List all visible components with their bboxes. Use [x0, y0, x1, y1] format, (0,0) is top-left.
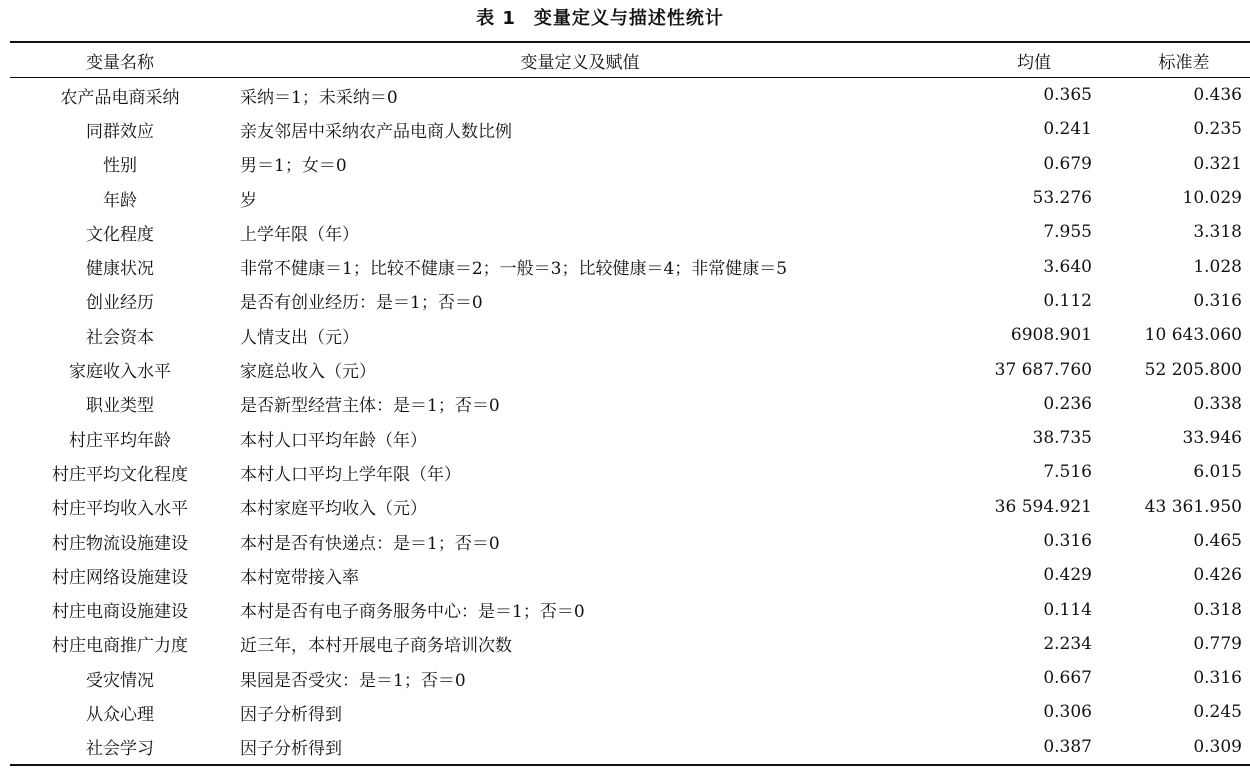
mean-cell: 0.429: [1043, 565, 1092, 586]
variable-name-cell: 同群效应: [86, 121, 154, 142]
table-row: [10, 215, 1250, 249]
table-row: [10, 524, 1250, 558]
variable-name-cell: 村庄电商设施建设: [52, 602, 188, 623]
header-mean: 均值: [1017, 52, 1051, 73]
mean-cell: 0.114: [1043, 599, 1092, 620]
variable-definition-cell: 近三年，本村开展电子商务培训次数: [240, 636, 512, 657]
standard-deviation-cell: 33.946: [1182, 428, 1242, 449]
mean-cell: 37 687.760: [994, 359, 1092, 380]
standard-deviation-cell: 0.245: [1193, 702, 1242, 723]
table-row: [10, 147, 1250, 181]
mean-cell: 0.387: [1043, 736, 1092, 757]
table-row: [10, 592, 1250, 626]
standard-deviation-cell: 10 643.060: [1144, 325, 1242, 346]
variable-name-cell: 创业经历: [86, 293, 154, 314]
variable-definition-cell: 上学年限（年）: [240, 224, 359, 245]
header-variable-definition: 变量定义及赋值: [520, 52, 640, 73]
standard-deviation-cell: 0.436: [1193, 85, 1242, 106]
variable-definition-cell: 是否有创业经历：是＝1；否＝0: [240, 293, 483, 314]
header-variable-name: 变量名称: [86, 52, 154, 73]
variable-name-cell: 文化程度: [86, 224, 154, 245]
table-row: [10, 284, 1250, 318]
mean-cell: 2.234: [1043, 633, 1092, 654]
variable-definition-cell: 本村家庭平均收入（元）: [240, 499, 427, 520]
variable-name-cell: 职业类型: [86, 396, 154, 417]
mean-cell: 6908.901: [1010, 325, 1092, 346]
variable-name-cell: 村庄平均文化程度: [52, 464, 188, 485]
standard-deviation-cell: 1.028: [1193, 256, 1242, 277]
mean-cell: 7.516: [1043, 462, 1092, 483]
variable-definition-cell: 亲友邻居中采纳农产品电商人数比例: [240, 121, 512, 142]
mean-cell: 3.640: [1043, 256, 1092, 277]
table-row: [10, 490, 1250, 524]
standard-deviation-cell: 6.015: [1193, 462, 1242, 483]
table-row: [10, 455, 1250, 489]
variable-name-cell: 受灾情况: [86, 670, 154, 691]
variable-definition-cell: 本村宽带接入率: [240, 567, 359, 588]
standard-deviation-cell: 10.029: [1182, 188, 1242, 209]
table-row: [10, 661, 1250, 695]
table-caption: [0, 6, 1200, 32]
mean-cell: 36 594.921: [994, 496, 1092, 517]
variable-definition-cell: 果园是否受灾：是＝1；否＝0: [240, 670, 466, 691]
table-row: [10, 387, 1250, 421]
mean-cell: 0.241: [1043, 119, 1092, 140]
mean-cell: 38.735: [1032, 428, 1092, 449]
variable-definition-cell: 岁: [240, 190, 257, 211]
variable-definition-cell: 因子分析得到: [240, 704, 342, 725]
standard-deviation-cell: 0.316: [1193, 668, 1242, 689]
standard-deviation-cell: 0.235: [1193, 119, 1242, 140]
table-header-row: [10, 42, 1250, 78]
mean-cell: 0.316: [1043, 531, 1092, 551]
table-row: [10, 78, 1250, 113]
table-title: 变量定义与描述性统计: [533, 8, 724, 29]
table-row: [10, 352, 1250, 386]
mean-cell: 53.276: [1032, 188, 1092, 209]
descriptive-statistics-table: [10, 41, 1250, 766]
variable-name-cell: 村庄电商推广力度: [52, 636, 188, 657]
standard-deviation-cell: 0.779: [1193, 633, 1242, 654]
variable-name-cell: 村庄网络设施建设: [52, 567, 188, 588]
variable-definition-cell: 是否新型经营主体：是＝1；否＝0: [240, 396, 500, 417]
variable-name-cell: 性别: [103, 156, 137, 177]
table-row: [10, 318, 1250, 352]
variable-definition-cell: 人情支出（元）: [240, 327, 359, 348]
standard-deviation-cell: 52 205.800: [1144, 359, 1242, 380]
variable-definition-cell: 采纳＝1；未采纳＝0: [240, 87, 398, 108]
mean-cell: 0.667: [1043, 668, 1092, 689]
table-row: [10, 112, 1250, 146]
table-row: [10, 695, 1250, 729]
standard-deviation-cell: 43 361.950: [1144, 496, 1242, 517]
table-row: [10, 249, 1250, 283]
variable-definition-cell: 本村是否有电子商务服务中心：是＝1；否＝0: [240, 602, 585, 623]
mean-cell: 0.679: [1043, 153, 1092, 174]
mean-cell: 0.236: [1043, 393, 1092, 414]
variable-definition-cell: 男＝1；女＝0: [240, 156, 347, 177]
variable-name-cell: 农产品电商采纳: [60, 87, 180, 108]
standard-deviation-cell: 0.316: [1193, 290, 1242, 311]
table-body: [10, 78, 1250, 765]
variable-name-cell: 年龄: [103, 190, 137, 211]
table-row: [10, 730, 1250, 765]
standard-deviation-cell: 0.321: [1193, 153, 1242, 174]
mean-cell: 0.306: [1043, 702, 1092, 723]
table-row: [10, 181, 1250, 215]
table-row: [10, 627, 1250, 661]
mean-cell: 0.112: [1043, 290, 1092, 311]
standard-deviation-cell: 0.309: [1193, 736, 1242, 757]
variable-definition-cell: 非常不健康＝1；比较不健康＝2；一般＝3；比较健康＝4；非常健康＝5: [240, 259, 788, 280]
variable-name-cell: 家庭收入水平: [69, 362, 171, 383]
header-standard-deviation: 标准差: [1158, 52, 1210, 73]
standard-deviation-cell: 3.318: [1193, 222, 1242, 243]
variable-name-cell: 健康状况: [86, 259, 154, 280]
variable-definition-cell: 本村人口平均年龄（年）: [240, 430, 427, 451]
standard-deviation-cell: 0.338: [1193, 393, 1242, 414]
table-row: [10, 421, 1250, 455]
variable-definition-cell: 家庭总收入（元）: [240, 362, 376, 383]
variable-name-cell: 村庄平均年龄: [69, 430, 171, 451]
variable-definition-cell: 因子分析得到: [240, 739, 342, 760]
standard-deviation-cell: 0.318: [1193, 599, 1242, 620]
table-number: 表 1: [476, 8, 516, 29]
table-row: [10, 558, 1250, 592]
standard-deviation-cell: 0.465: [1193, 531, 1242, 551]
variable-definition-cell: 本村是否有快递点：是＝1；否＝0: [240, 533, 500, 554]
variable-name-cell: 村庄物流设施建设: [52, 533, 188, 554]
standard-deviation-cell: 0.426: [1193, 565, 1242, 586]
variable-name-cell: 社会学习: [86, 739, 154, 760]
mean-cell: 7.955: [1043, 222, 1092, 243]
variable-name-cell: 社会资本: [86, 327, 154, 348]
variable-name-cell: 从众心理: [86, 704, 154, 725]
mean-cell: 0.365: [1043, 85, 1092, 106]
variable-definition-cell: 本村人口平均上学年限（年）: [240, 464, 461, 485]
variable-name-cell: 村庄平均收入水平: [52, 499, 188, 520]
